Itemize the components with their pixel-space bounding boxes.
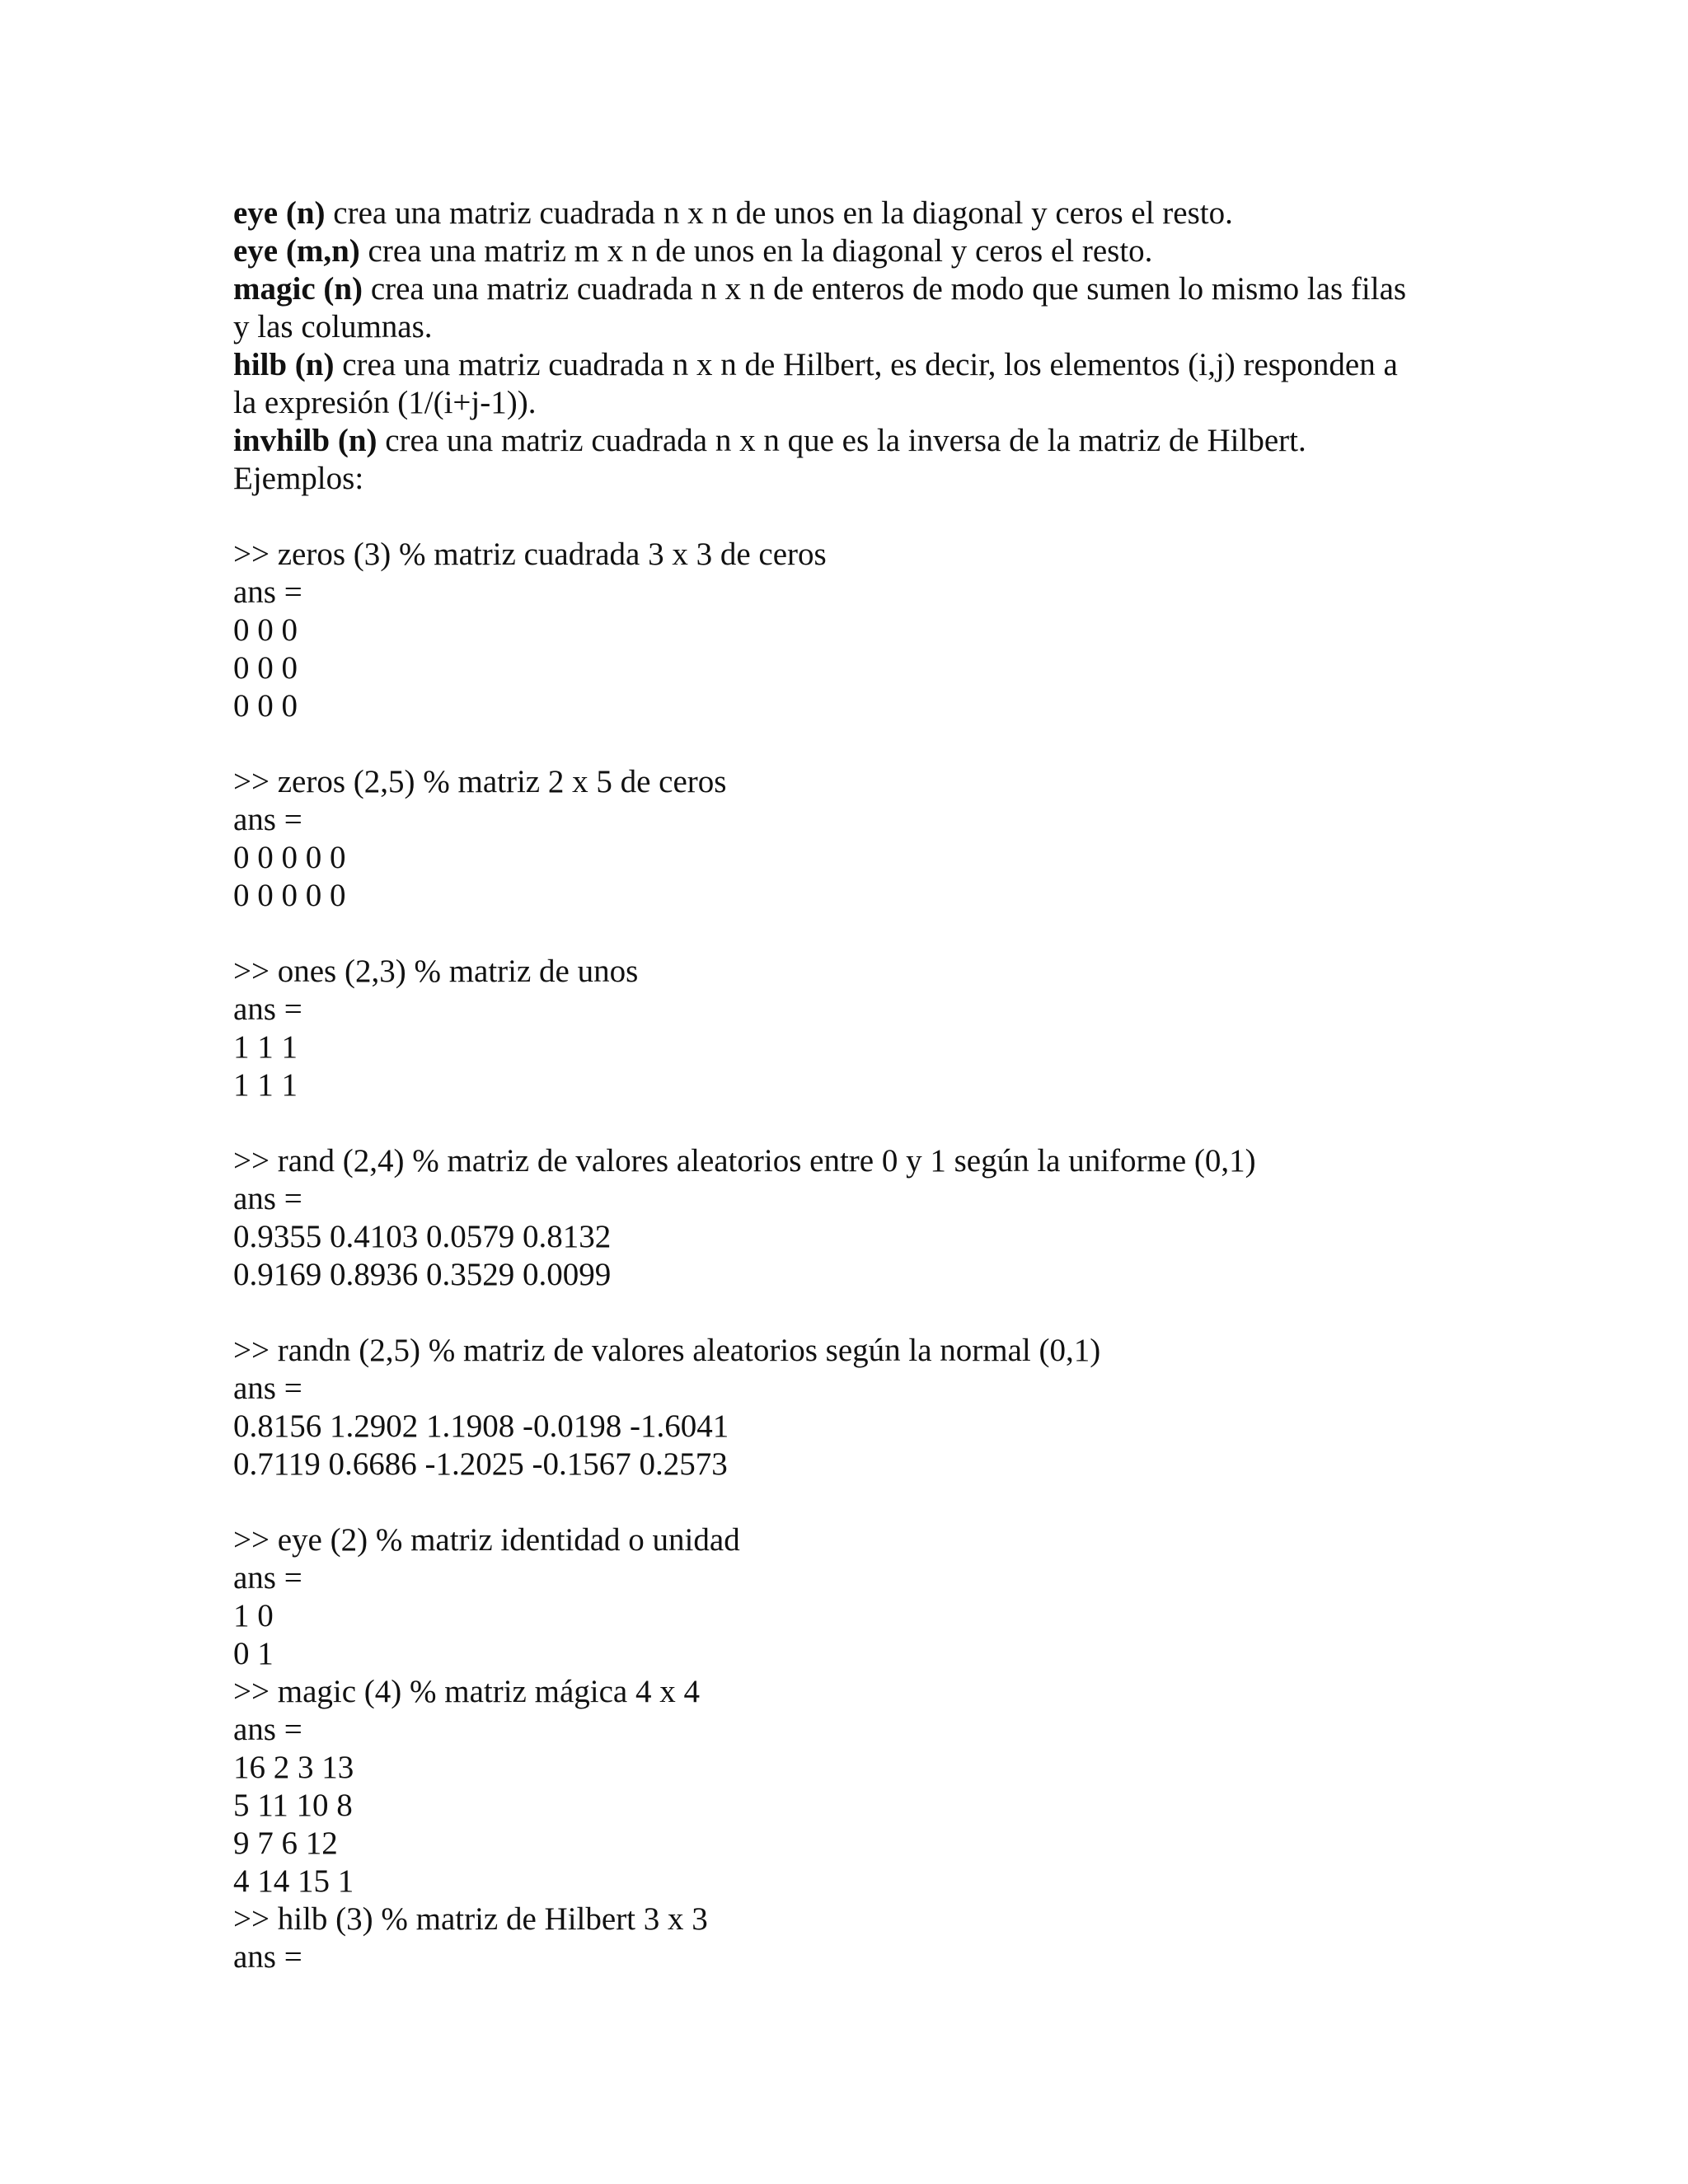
example-ans: ans =: [233, 1939, 302, 1975]
definition-text: crea una matriz m x n de unos en la diagonal y ceros el resto.: [359, 233, 1153, 269]
definition-hilb-continuation: la expresión (1/(i+j-1)).: [233, 385, 537, 420]
example-command: >> magic (4) % matriz mágica 4 x 4: [233, 1674, 700, 1709]
matrix-row: 0.7119 0.6686 -1.2025 -0.1567 0.2573: [233, 1446, 728, 1482]
definition-magic: [233, 270, 1470, 308]
definition-eye-mn: [233, 232, 1470, 270]
example-command: >> zeros (3) % matriz cuadrada 3 x 3 de ceros: [233, 537, 827, 572]
function-name: eye (m,n): [233, 233, 360, 269]
matrix-row: 0.9169 0.8936 0.3529 0.0099: [233, 1257, 612, 1292]
matrix-row: 4 14 15 1: [233, 1863, 354, 1899]
matrix-row: 5 11 10 8: [233, 1788, 353, 1823]
function-name: invhilb (n): [233, 423, 377, 458]
matrix-row: 1 0: [233, 1598, 274, 1633]
definition-text: crea una matriz cuadrada n x n de Hilbert, es decir, los elementos (i,j) responden a: [334, 347, 1398, 382]
matrix-row: 16 2 3 13: [233, 1750, 354, 1785]
example-ans: ans =: [233, 1712, 302, 1747]
matrix-row: 0 0 0: [233, 688, 298, 724]
matrix-row: 0 1: [233, 1636, 274, 1671]
example-ans: ans =: [233, 1371, 302, 1406]
definition-text: crea una matriz cuadrada n x n de unos en la diagonal y ceros el resto.: [325, 195, 1233, 231]
definition-text: crea una matriz cuadrada n x n que es la inversa de la matriz de Hilbert.: [377, 423, 1306, 458]
matrix-row: 0 0 0 0 0: [233, 840, 346, 875]
matrix-row: 0.8156 1.2902 1.1908 -0.0198 -1.6041: [233, 1408, 729, 1444]
example-ans: ans =: [233, 991, 302, 1027]
example-command: >> ones (2,3) % matriz de unos: [233, 954, 639, 989]
matrix-row: 0 0 0: [233, 650, 298, 686]
function-name: magic (n): [233, 271, 363, 307]
matrix-row: 0 0 0: [233, 612, 298, 648]
example-command: >> zeros (2,5) % matriz 2 x 5 de ceros: [233, 764, 727, 799]
example-ans: ans =: [233, 1560, 302, 1596]
definition-invhilb: [233, 422, 1470, 460]
example-command: >> rand (2,4) % matriz de valores aleatorios entre 0 y 1 según la uniforme (0,1): [233, 1143, 1256, 1179]
example-ans: ans =: [233, 802, 302, 837]
example-command: >> eye (2) % matriz identidad o unidad: [233, 1522, 740, 1558]
function-name: hilb (n): [233, 347, 335, 382]
example-command: >> hilb (3) % matriz de Hilbert 3 x 3: [233, 1901, 708, 1937]
matrix-row: 0 0 0 0 0: [233, 878, 346, 913]
function-name: eye (n): [233, 195, 326, 231]
definition-text: crea una matriz cuadrada n x n de enteros de modo que sumen lo mismo las filas: [363, 271, 1407, 307]
definition-hilb: [233, 346, 1470, 384]
examples-heading: Ejemplos:: [233, 461, 364, 496]
example-ans: ans =: [233, 574, 302, 610]
matrix-row: 1 1 1: [233, 1029, 298, 1065]
example-ans: ans =: [233, 1181, 302, 1216]
example-command: >> randn (2,5) % matriz de valores aleatorios según la normal (0,1): [233, 1333, 1101, 1368]
definition-eye-n: [233, 194, 1470, 232]
matrix-row: 1 1 1: [233, 1067, 298, 1103]
matrix-row: 0.9355 0.4103 0.0579 0.8132: [233, 1219, 612, 1254]
definition-magic-continuation: y las columnas.: [233, 309, 433, 344]
document-page: [233, 194, 1470, 1976]
matrix-row: 9 7 6 12: [233, 1825, 338, 1861]
